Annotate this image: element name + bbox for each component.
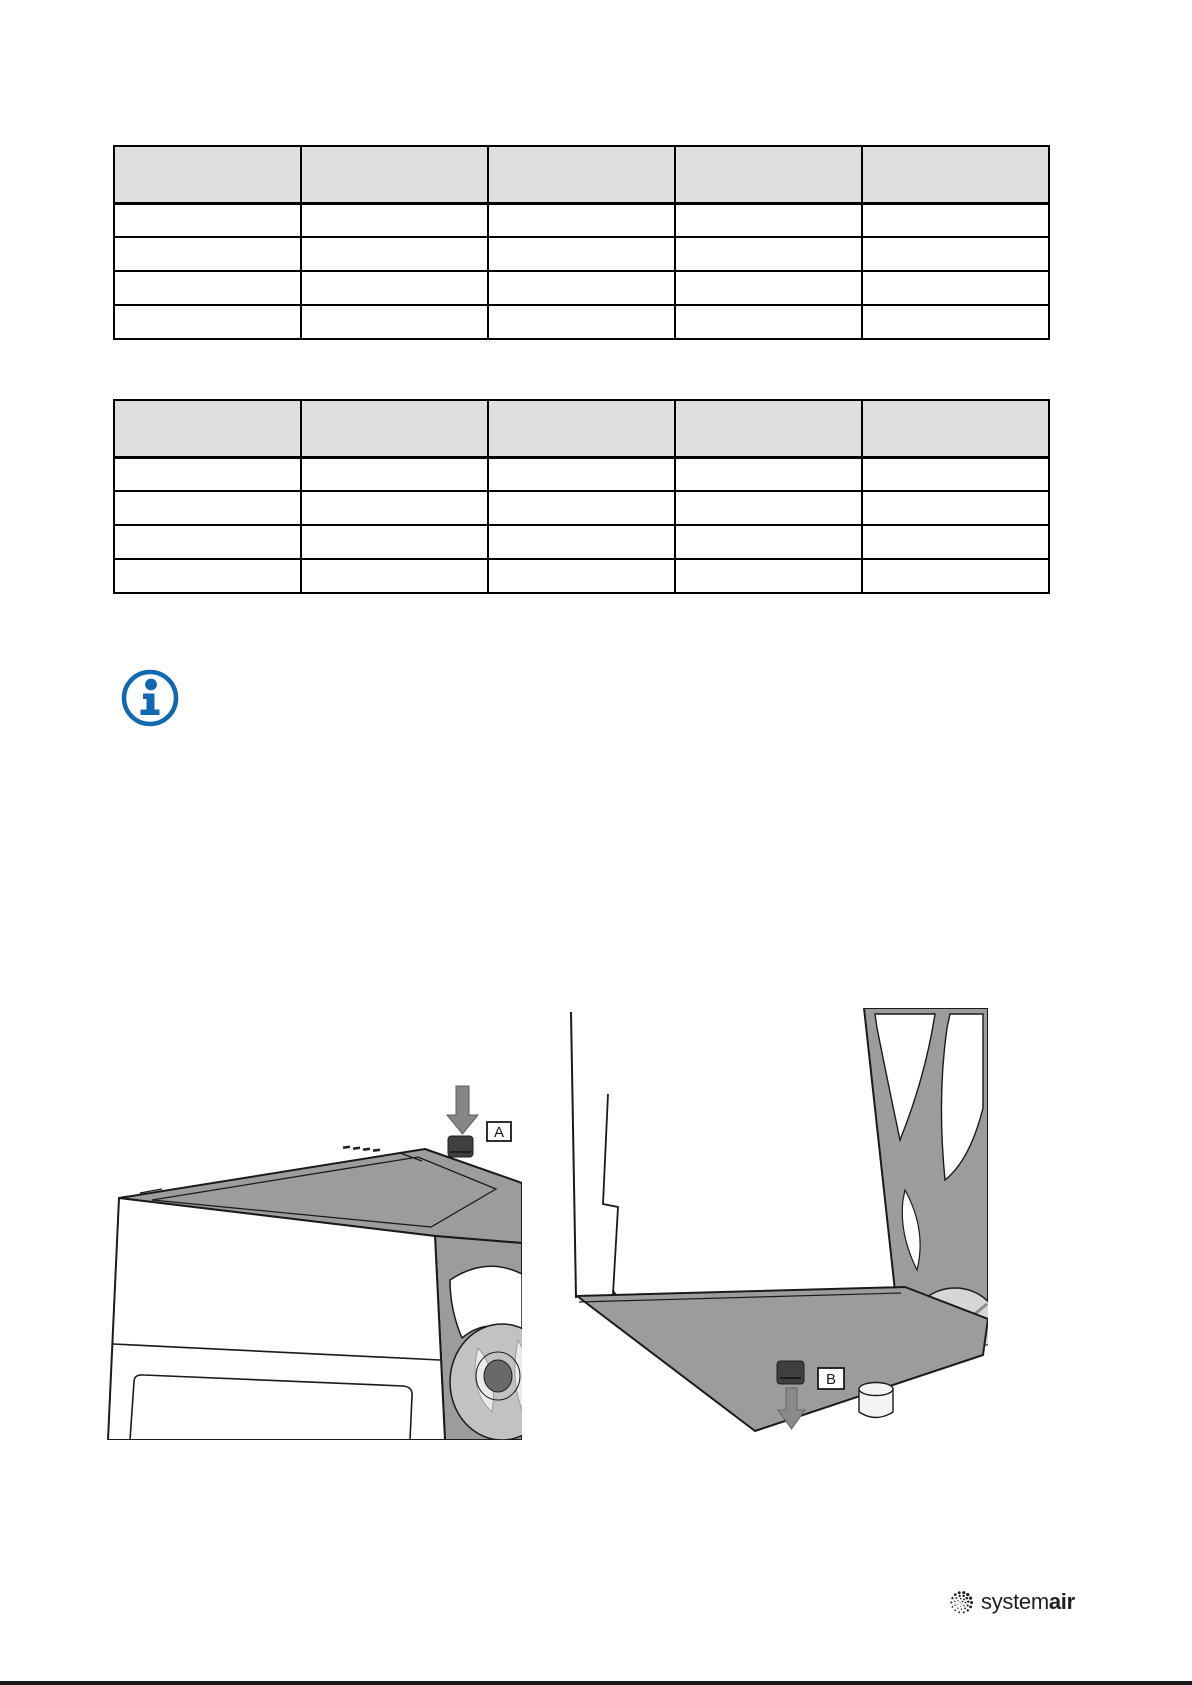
body-cell	[114, 457, 301, 491]
body-cell	[114, 491, 301, 525]
body-cell	[114, 203, 301, 237]
header-cell	[114, 146, 301, 203]
figure-right-svg	[555, 1008, 988, 1432]
body-cell	[301, 271, 488, 305]
side-fan-opening	[450, 1266, 522, 1440]
body-cell	[114, 559, 301, 593]
body-cell	[488, 305, 675, 339]
body-cell	[675, 457, 862, 491]
header-cell	[862, 146, 1049, 203]
body-cell	[301, 305, 488, 339]
body-cell	[862, 305, 1049, 339]
header-cell	[488, 146, 675, 203]
body-cell	[675, 271, 862, 305]
body-cell	[114, 305, 301, 339]
callout-label-a: A	[493, 1124, 505, 1141]
table-row	[114, 305, 1049, 339]
logo-text-air: air	[1048, 1589, 1075, 1614]
info-icon-dot	[145, 679, 157, 691]
body-cell	[862, 457, 1049, 491]
header-cell	[301, 400, 488, 457]
top-vent-holes	[343, 1145, 380, 1152]
body-cell	[488, 525, 675, 559]
body-cell	[675, 491, 862, 525]
figure-left-svg	[100, 1030, 522, 1440]
header-row	[114, 146, 1049, 203]
body-cell	[862, 559, 1049, 593]
body-cell	[488, 203, 675, 237]
drain-spigot-top	[859, 1383, 893, 1396]
body-cell	[862, 491, 1049, 525]
damper-knob-a	[448, 1136, 473, 1157]
systemair-logo	[948, 1586, 1075, 1618]
body-cell	[301, 491, 488, 525]
body-cell	[675, 559, 862, 593]
body-cell	[301, 525, 488, 559]
header-cell	[675, 400, 862, 457]
callout-label-b: B	[825, 1371, 837, 1388]
body-cell	[488, 491, 675, 525]
body-cell	[114, 237, 301, 271]
body-cell	[675, 203, 862, 237]
unit-front-face	[108, 1198, 445, 1440]
header-cell	[488, 400, 675, 457]
body-cell	[301, 559, 488, 593]
body-cell	[862, 237, 1049, 271]
table-row	[114, 559, 1049, 593]
logo-text-system: system	[981, 1589, 1049, 1614]
body-cell	[488, 559, 675, 593]
header-cell	[301, 146, 488, 203]
info-icon-stem	[141, 694, 160, 716]
table-row	[114, 237, 1049, 271]
body-cell	[488, 457, 675, 491]
body-cell	[114, 525, 301, 559]
body-cell	[114, 271, 301, 305]
left-wall-inner-edge	[603, 1094, 618, 1294]
table-row	[114, 457, 1049, 491]
page-bottom-bar	[0, 1681, 1192, 1685]
unit-bottom-face	[577, 1287, 988, 1431]
header-row	[114, 400, 1049, 457]
table-row	[114, 203, 1049, 237]
header-cell	[675, 146, 862, 203]
left-wall-outer-edge	[571, 1012, 576, 1298]
systemair-logo-dots	[950, 1591, 973, 1613]
body-cell	[862, 203, 1049, 237]
spec-table-1	[113, 145, 1050, 340]
body-cell	[488, 271, 675, 305]
arrow-down-icon	[447, 1086, 478, 1134]
body-cell	[301, 237, 488, 271]
table-row	[114, 491, 1049, 525]
figure-left-illustration	[100, 1030, 522, 1440]
systemair-logo-text	[981, 1589, 1075, 1615]
body-cell	[675, 237, 862, 271]
body-cell	[488, 237, 675, 271]
body-cell	[301, 457, 488, 491]
spec-table-2	[113, 399, 1050, 594]
figure-right-illustration	[555, 1008, 988, 1432]
damper-knob-b	[777, 1361, 804, 1384]
table-row	[114, 271, 1049, 305]
systemair-logo-mark	[948, 1589, 975, 1616]
table-row	[114, 525, 1049, 559]
info-icon-svg	[120, 668, 180, 728]
body-cell	[675, 525, 862, 559]
header-cell	[114, 400, 301, 457]
body-cell	[862, 271, 1049, 305]
info-icon	[120, 668, 180, 728]
body-cell	[862, 525, 1049, 559]
header-cell	[862, 400, 1049, 457]
body-cell	[301, 203, 488, 237]
body-cell	[675, 305, 862, 339]
